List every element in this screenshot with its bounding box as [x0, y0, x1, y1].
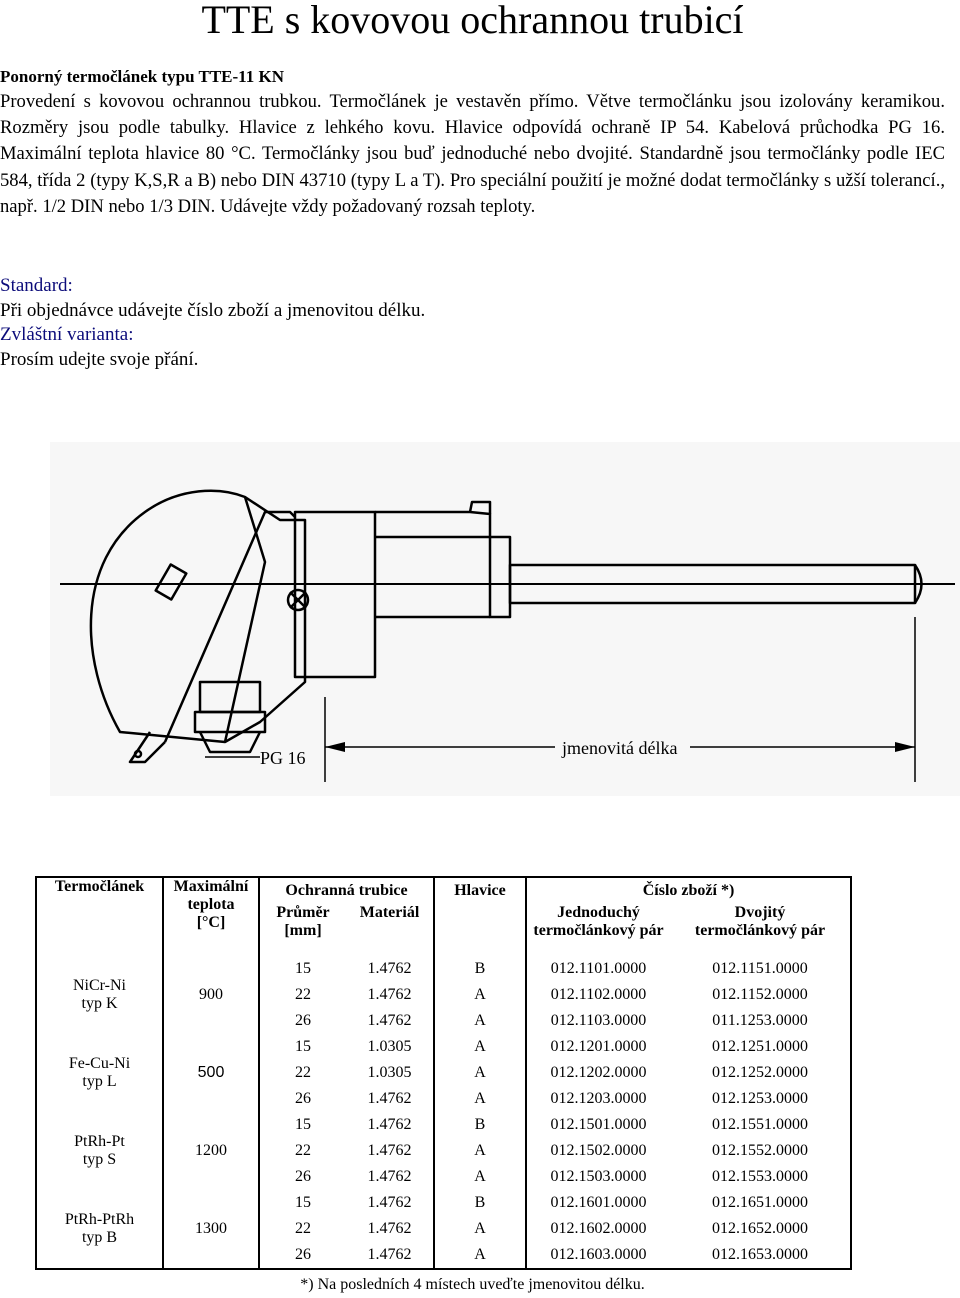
col-protective-tube: Ochranná trubice — [259, 877, 434, 904]
material-cell: 1.4762 — [367, 1012, 412, 1029]
special-variant-label: Zvláštní varianta: — [0, 324, 134, 345]
head-cell: B — [434, 1112, 526, 1138]
double-item-cell: 012.1553.0000 — [712, 1168, 808, 1185]
diameter-cell: 26 — [259, 1008, 346, 1034]
col-max-temp: Maximální teplota [°C] — [163, 877, 259, 956]
material-cell: 1.0305 — [367, 1064, 412, 1081]
head-cell: B — [434, 1190, 526, 1216]
table-row — [36, 1034, 851, 1060]
material-cell: 1.4762 — [367, 986, 412, 1003]
intro-section — [0, 66, 945, 220]
spec-table — [35, 876, 852, 1270]
col-single: Jednoduchý termočlánkový pár — [526, 904, 670, 956]
max-temperature: 900 — [163, 956, 259, 1034]
material-cell: 1.4762 — [367, 1116, 412, 1133]
single-item-cell: 012.1201.0000 — [526, 1034, 670, 1060]
head-cell: A — [434, 982, 526, 1008]
max-temperature: 1300 — [163, 1190, 259, 1269]
diameter-cell: 22 — [259, 982, 346, 1008]
product-description: Provedení s kovovou ochrannou trubkou. Termočlánek je vestavěn přímo. Větve termočlánku jsou izolovány keramikou. Rozměry jsou podle tabulky. Hlavice z lehkého kovu. Hlavice odpovídá ochraně IP 54. Kabelová průchodka PG 16. Maximální teplota hlavice 80 °C. Termočlánky jsou buď jednoduché nebo dvojité. Standardně jsou termočlánky podle IEC 584, třída 2 (typy K,S,R a B) nebo DIN 43710 (typy L a T). Pro speciální použití je možné dodat termočlánky s užší tolerancí., např. 1/2 DIN nebo 1/3 DIN. Udávejte vždy požadovaný rozsah teploty. — [0, 91, 945, 217]
head-cell: A — [434, 1242, 526, 1269]
head-cell: A — [434, 1008, 526, 1034]
single-item-cell: 012.1101.0000 — [526, 956, 670, 982]
single-item-cell: 012.1202.0000 — [526, 1060, 670, 1086]
single-item-cell: 012.1503.0000 — [526, 1164, 670, 1190]
double-item-cell: 012.1652.0000 — [712, 1220, 808, 1237]
diameter-cell: 22 — [259, 1216, 346, 1242]
thermocouple-drawing — [50, 442, 960, 796]
double-item-cell: 012.1651.0000 — [712, 1194, 808, 1211]
single-item-cell: 012.1103.0000 — [526, 1008, 670, 1034]
head-dome — [91, 491, 265, 742]
material-cell: 1.4762 — [367, 1246, 412, 1263]
double-item-cell: 012.1151.0000 — [712, 960, 808, 977]
diameter-cell: 15 — [259, 1034, 346, 1060]
diameter-cell: 15 — [259, 1112, 346, 1138]
nominal-length-label: jmenovitá délka — [562, 738, 678, 758]
diameter-cell: 15 — [259, 1190, 346, 1216]
diameter-cell: 22 — [259, 1060, 346, 1086]
table-row — [36, 1190, 851, 1216]
thermocouple-type: Fe-Cu-Ni typ L — [68, 1055, 131, 1090]
max-temperature: 500 — [163, 1034, 259, 1112]
single-item-cell: 012.1601.0000 — [526, 1190, 670, 1216]
col-diameter: Průměr [mm] — [259, 904, 346, 956]
col-double: Dvojitý termočlánkový pár — [694, 904, 826, 939]
material-cell: 1.4762 — [367, 960, 412, 977]
single-item-cell: 012.1603.0000 — [526, 1242, 670, 1269]
page-title: TTE s kovovou ochrannou trubicí — [201, 0, 744, 42]
double-item-cell: 012.1653.0000 — [712, 1246, 808, 1263]
col-item-number: Číslo zboží *) — [526, 877, 851, 904]
col-thermocouple: Termočlánek — [54, 878, 145, 895]
head-cell: A — [434, 1060, 526, 1086]
single-item-cell: 012.1501.0000 — [526, 1112, 670, 1138]
diameter-cell: 26 — [259, 1164, 346, 1190]
ordering-info — [0, 274, 945, 372]
head-cell: A — [434, 1034, 526, 1060]
material-cell: 1.4762 — [367, 1142, 412, 1159]
spec-table-body — [36, 956, 851, 1269]
pg16-label: PG 16 — [260, 748, 306, 768]
double-item-cell: 012.1252.0000 — [712, 1064, 808, 1081]
table-row — [36, 1112, 851, 1138]
standard-text: Při objednávce udávejte číslo zboží a jmenovitou délku. — [0, 299, 426, 321]
single-item-cell: 012.1203.0000 — [526, 1086, 670, 1112]
product-subheading: Ponorný termočlánek typu TTE-11 KN — [0, 67, 284, 86]
single-item-cell: 012.1502.0000 — [526, 1138, 670, 1164]
diameter-cell: 15 — [259, 956, 346, 982]
col-material: Materiál — [359, 904, 420, 921]
head-cell: B — [434, 956, 526, 982]
double-item-cell: 012.1152.0000 — [712, 986, 808, 1003]
drawing-svg — [50, 442, 960, 796]
double-item-cell: 012.1552.0000 — [712, 1142, 808, 1159]
double-item-cell: 012.1551.0000 — [712, 1116, 808, 1133]
material-cell: 1.4762 — [367, 1090, 412, 1107]
thermocouple-type: NiCr-Ni typ K — [72, 977, 126, 1012]
double-item-cell: 012.1253.0000 — [712, 1090, 808, 1107]
double-item-cell: 012.1251.0000 — [712, 1038, 808, 1055]
thermocouple-type: PtRh-PtRh typ B — [64, 1211, 135, 1246]
head-cell: A — [434, 1164, 526, 1190]
col-head: Hlavice — [434, 877, 526, 904]
table-footnote: *) Na posledních 4 místech uveďte jmenovitou délku. — [300, 1276, 645, 1293]
special-variant-text: Prosím udejte svoje přání. — [0, 348, 199, 370]
single-item-cell: 012.1602.0000 — [526, 1216, 670, 1242]
material-cell: 1.0305 — [367, 1038, 412, 1055]
double-item-cell: 011.1253.0000 — [712, 1012, 808, 1029]
head-cell: A — [434, 1138, 526, 1164]
max-temperature: 1200 — [163, 1112, 259, 1190]
diameter-cell: 26 — [259, 1242, 346, 1269]
thermocouple-type: PtRh-Pt typ S — [74, 1133, 125, 1168]
material-cell: 1.4762 — [367, 1168, 412, 1185]
standard-label: Standard: — [0, 275, 73, 296]
head-cell: A — [434, 1216, 526, 1242]
diameter-cell: 22 — [259, 1138, 346, 1164]
single-item-cell: 012.1102.0000 — [526, 982, 670, 1008]
head-cell: A — [434, 1086, 526, 1112]
material-cell: 1.4762 — [367, 1220, 412, 1237]
diameter-cell: 26 — [259, 1086, 346, 1112]
material-cell: 1.4762 — [367, 1194, 412, 1211]
table-row — [36, 956, 851, 982]
